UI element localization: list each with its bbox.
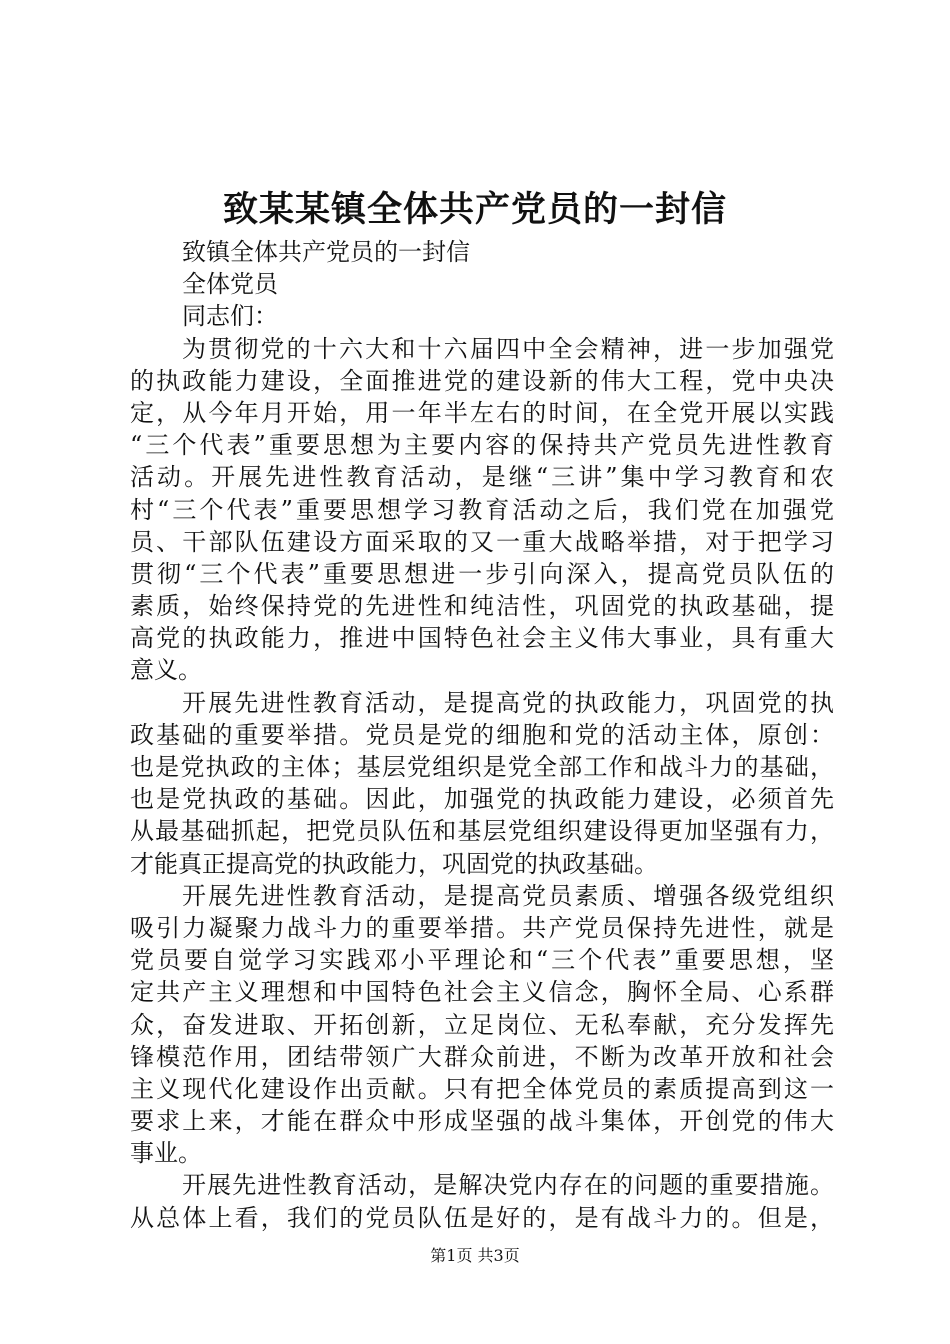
text-line: 也是党执政的主体；基层党组织是党全部工作和战斗力的基础，: [130, 753, 834, 781]
text-line: 高党的执政能力，推进中国特色社会主义伟大事业，具有重大: [130, 624, 834, 653]
text-line: 意义。: [130, 656, 202, 685]
text-line: 贯彻“三个代表”重要思想进一步引向深入，提高党员队伍的: [130, 559, 834, 588]
text-line: 吸引力凝聚力战斗力的重要举措。共产党员保持先进性，就是: [130, 913, 834, 942]
text-line: 全体党员: [182, 270, 278, 299]
page-footer: 第1页 共3页: [430, 1246, 520, 1265]
text-line: “三个代表”重要思想为主要内容的保持共产党员先进性教育: [130, 431, 834, 460]
text-line: 开展先进性教育活动，是提高党员素质、增强各级党组织: [182, 881, 834, 910]
text-line: 也是党执政的基础。因此，加强党的执政能力建设，必须首先: [130, 785, 834, 814]
text-line: 从最基础抓起，把党员队伍和基层党组织建设得更加坚强有力，: [130, 817, 834, 846]
text-line: 员、干部队伍建设方面采取的又一重大战略举措，对于把学习: [130, 527, 834, 556]
text-line: 政基础的重要举措。党员是党的细胞和党的活动主体，原创：: [130, 720, 834, 749]
text-line: 活动。开展先进性教育活动，是继“三讲”集中学习教育和农: [130, 463, 834, 492]
text-line: 从总体上看，我们的党员队伍是好的，是有战斗力的。但是，: [130, 1203, 834, 1232]
text-line: 才能真正提高党的执政能力，巩固党的执政基础。: [130, 849, 658, 878]
text-line: 定，从今年月开始，用一年半左右的时间，在全党开展以实践: [130, 398, 834, 427]
text-line: 锋模范作用，团结带领广大群众前进，不断为改革开放和社会: [130, 1042, 834, 1071]
text-line: 同志们：: [182, 302, 278, 331]
text-line: 开展先进性教育活动，是提高党的执政能力，巩固党的执: [182, 688, 834, 717]
text-line: 致镇全体共产党员的一封信: [182, 238, 470, 266]
text-line: 主义现代化建设作出贡献。只有把全体党员的素质提高到这一: [130, 1074, 834, 1103]
text-line: 素质，始终保持党的先进性和纯洁性，巩固党的执政基础，提: [130, 592, 834, 621]
text-line: 定共产主义理想和中国特色社会主义信念，胸怀全局、心系群: [130, 978, 834, 1007]
text-line: 的执政能力建设，全面推进党的建设新的伟大工程，党中央决: [130, 366, 834, 395]
text-line: 要求上来，才能在群众中形成坚强的战斗集体，开创党的伟大: [130, 1107, 834, 1136]
text-line: 事业。: [130, 1139, 202, 1168]
document-title: 致某某镇全体共产党员的一封信: [222, 189, 727, 230]
text-line: 开展先进性教育活动，是解决党内存在的问题的重要措施。: [182, 1171, 834, 1200]
text-line: 为贯彻党的十六大和十六届四中全会精神，进一步加强党: [182, 334, 834, 363]
text-line: 党员要自觉学习实践邓小平理论和“三个代表”重要思想，坚: [130, 946, 834, 975]
document-body: [130, 236, 834, 1234]
text-line: 村“三个代表”重要思想学习教育活动之后，我们党在加强党: [130, 495, 834, 524]
text-line: 众，奋发进取、开拓创新，立足岗位、无私奉献，充分发挥先: [130, 1010, 834, 1039]
